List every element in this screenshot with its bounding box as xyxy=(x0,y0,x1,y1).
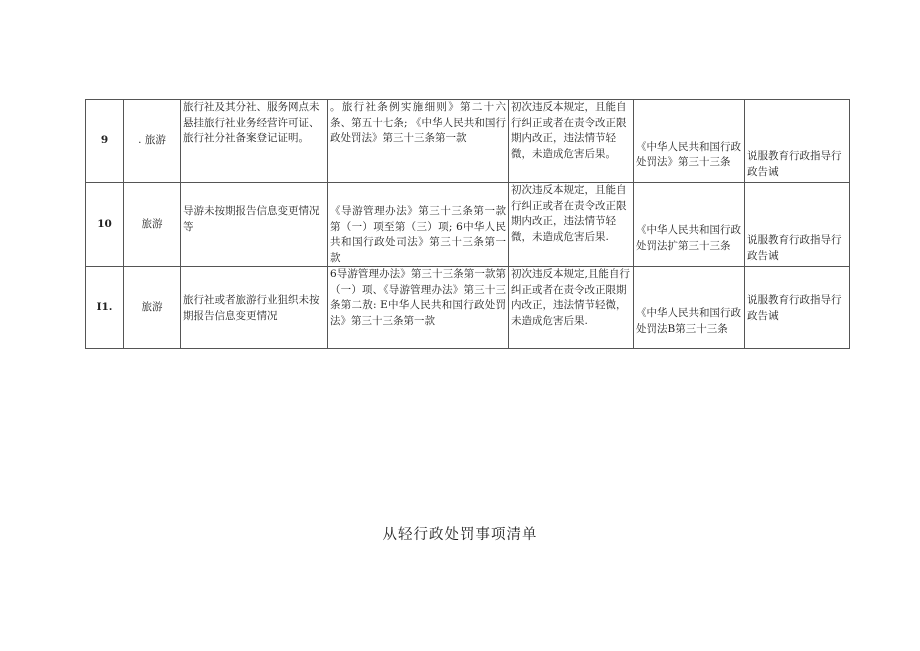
row-condition: 初次违反本规定，且能自行纠正或者在责令改正限期内改正，违法情节轻微，未造成危害后果。 xyxy=(509,100,634,183)
row-legal-basis: 。旅行社条例实施细则》第二十六条、第五十七条; 《中华人民共和国行政处罚法》第三十三条第一款 xyxy=(328,100,509,183)
row-category: 旅游 xyxy=(124,267,181,349)
row-law: 《中华人民共和国行政处罚法扩第三十三条 xyxy=(634,183,745,267)
table-row xyxy=(86,100,850,183)
table-row xyxy=(86,267,850,349)
row-legal-basis: 6导游管理办法》第三十三条第一款第（一）项、《导游管理办法》第三十三条第二敖: E中华人民共和国行政处罚法》第三十三条第一款 xyxy=(328,267,509,349)
row-behavior: 导游未按期报告信息变更情况等 xyxy=(181,183,328,267)
row-category: . 旅游 xyxy=(124,100,181,183)
document-title: 从轻行政处罚事项清单 xyxy=(382,527,538,543)
row-law: 《中华人民共和国行政处罚法B第三十三条 xyxy=(634,267,745,349)
row-punishment: 说服教育行政指导行政告诫 xyxy=(745,267,850,349)
row-condition: 初次违反本规定，且能自行纠正或者在责令改正限期内改正，违法情节轻微，未造成危害后果. xyxy=(509,183,634,267)
row-number: I1. xyxy=(86,267,124,349)
row-condition: 初次违反本规定,且能自行纠正或者在责令改正限期内改正，违法情节轻微，未造成危害后果. xyxy=(509,267,634,349)
row-behavior: 旅行社或者旅游行业狙织未按期报告信息变更情况 xyxy=(181,267,328,349)
table-row xyxy=(86,183,850,267)
row-category: 旅游 xyxy=(124,183,181,267)
row-number: 9 xyxy=(86,100,124,183)
row-punishment: 说服教育行政指导行政告诫 xyxy=(745,100,850,183)
row-legal-basis: 《导游管理办法》第三十三条第一款第（一）项至第（三）项; 6中华人民共和国行政处司法》第三十三条第一款 xyxy=(328,183,509,267)
row-number: 10 xyxy=(86,183,124,267)
row-law: 《中华人民共和国行政处罚法》第三十三条 xyxy=(634,100,745,183)
penalty-table xyxy=(85,99,850,349)
row-punishment: 说服教育行政指导行政告诫 xyxy=(745,183,850,267)
row-behavior: 旅行社及其分社、服务网点未悬挂旅行社业务经营许可证、旅行社分社备案登记证明。 xyxy=(181,100,328,183)
